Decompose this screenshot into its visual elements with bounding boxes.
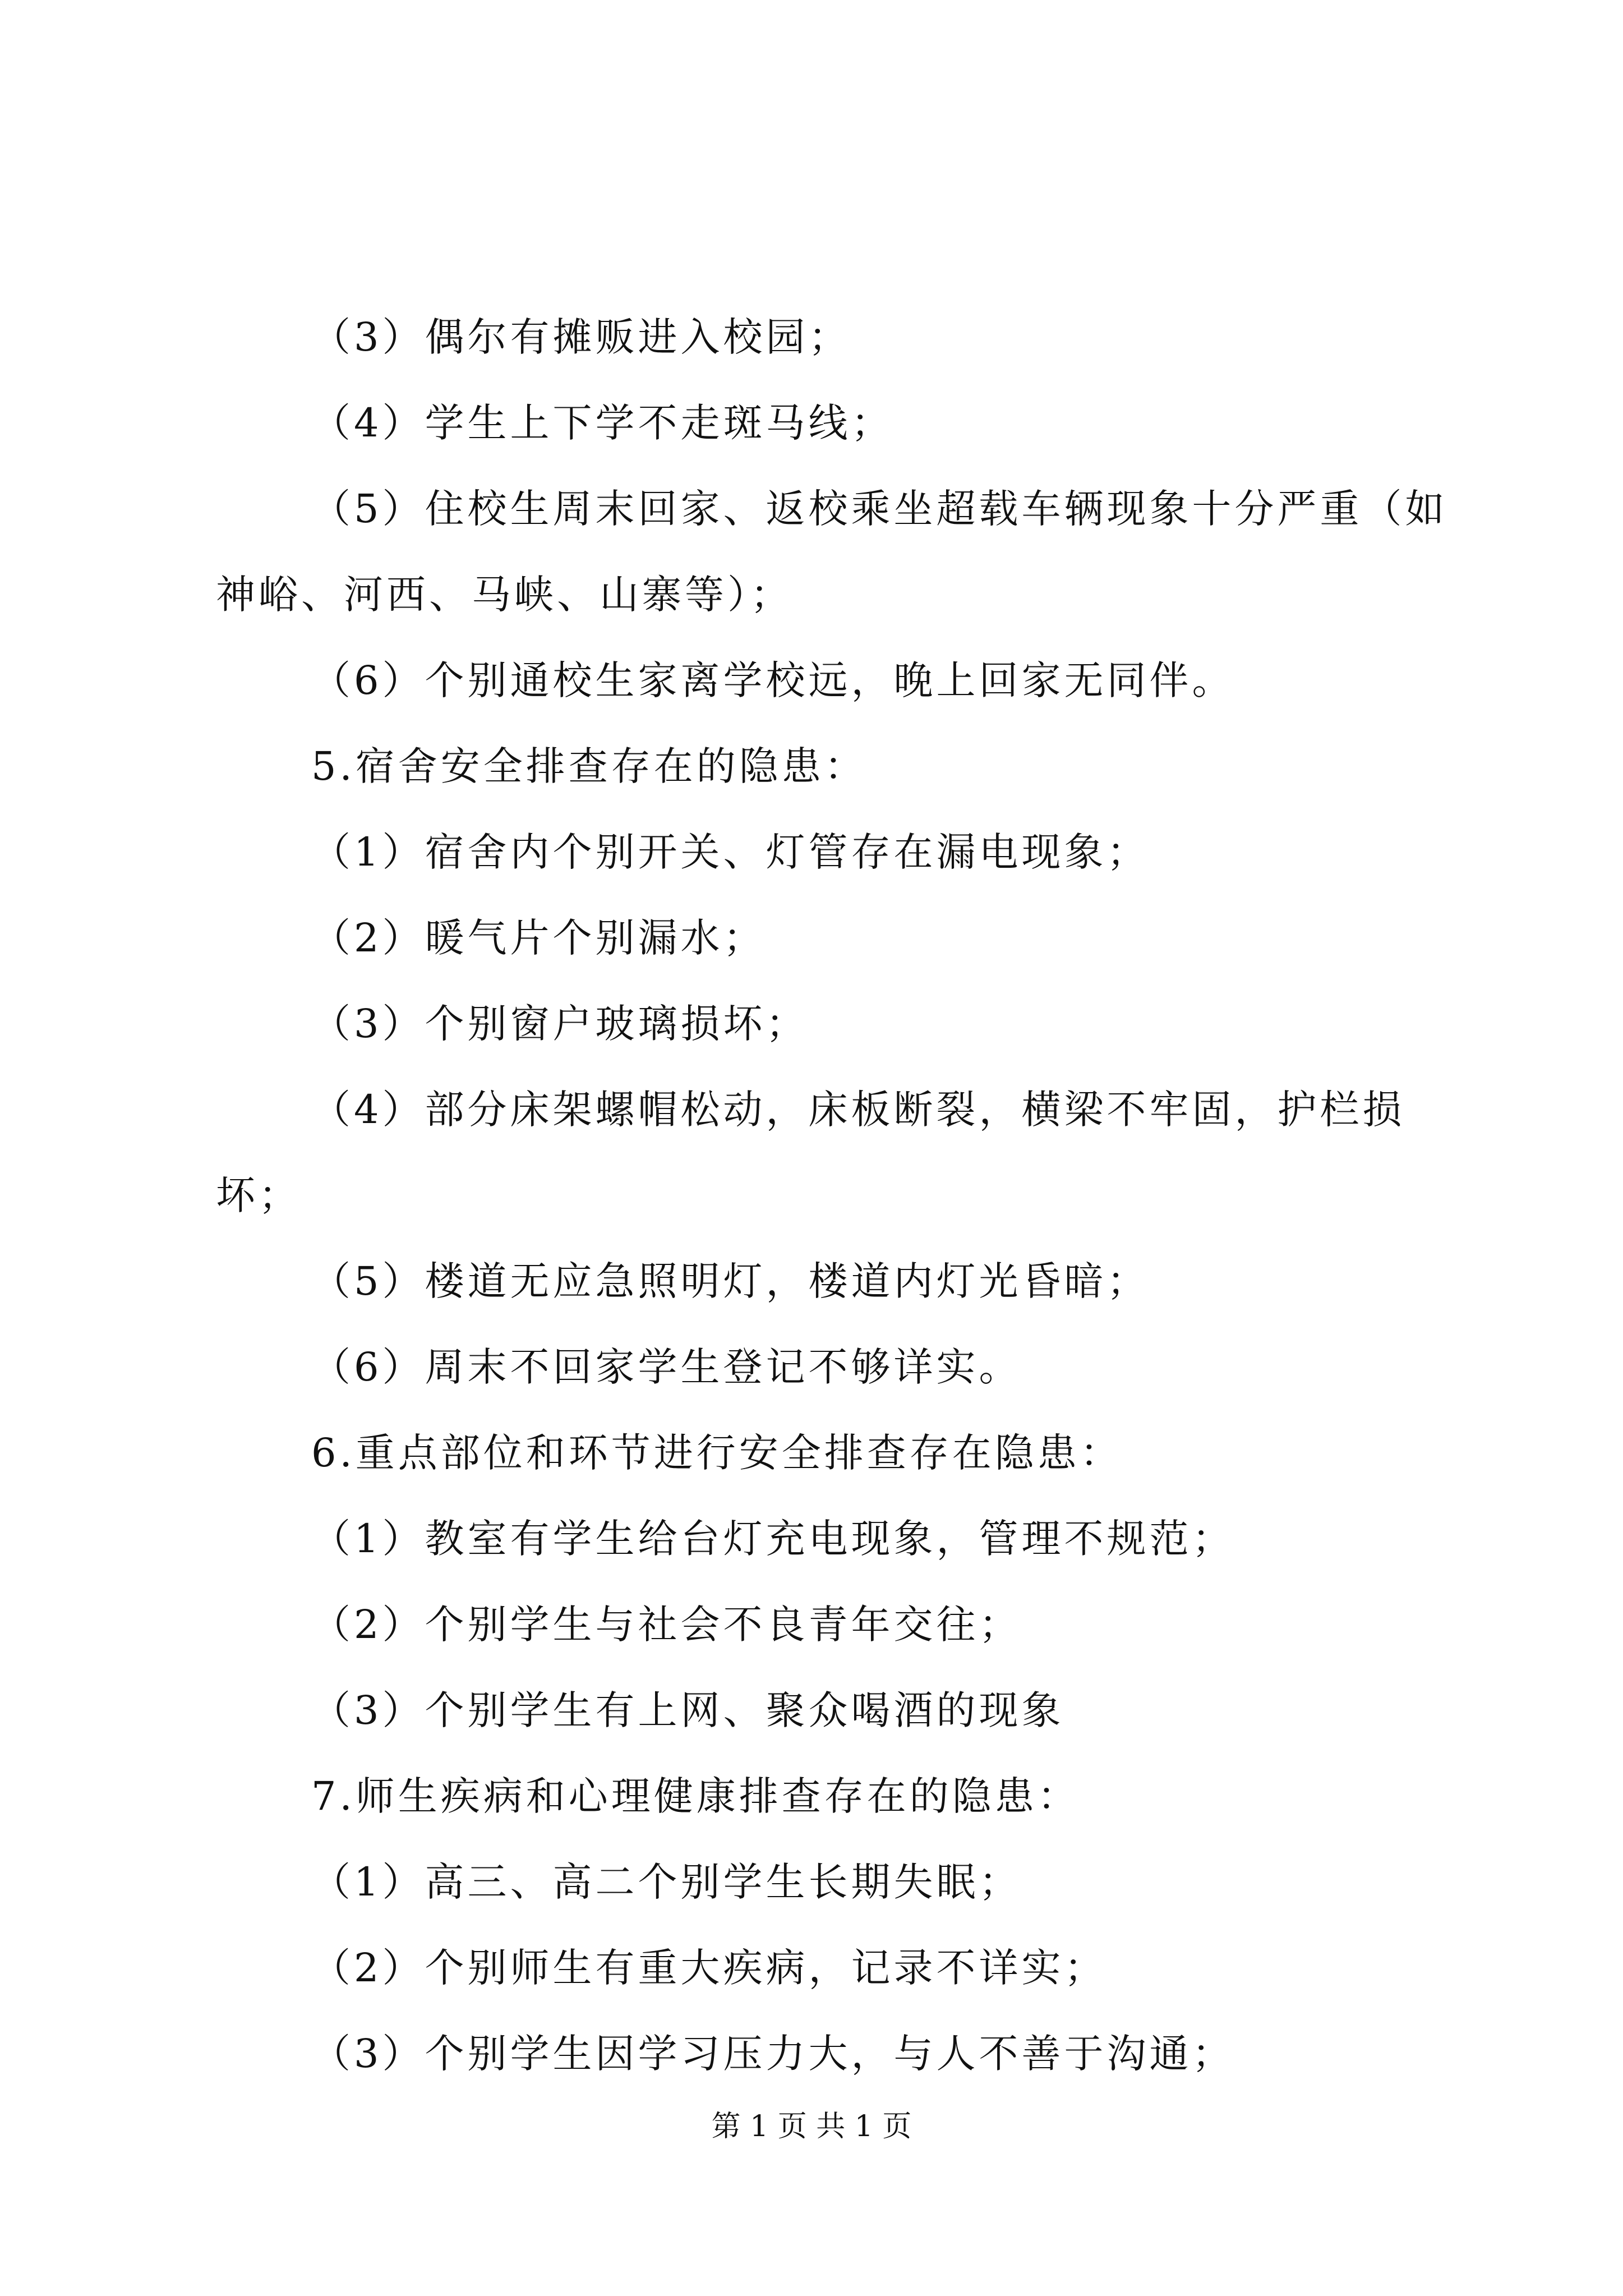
text-line: （2）个别师生有重大疾病，记录不详实； xyxy=(311,1945,1107,1991)
text-line: （3）个别学生有上网、聚众喝酒的现象 xyxy=(311,1687,1064,1733)
text-line: （5）楼道无应急照明灯，楼道内灯光昏暗； xyxy=(311,1258,1150,1304)
text-line: 神峪、河西、马峡、山寨等）； xyxy=(216,572,793,618)
text-line: （4）部分床架螺帽松动，床板断裂，横梁不牢固，护栏损 xyxy=(311,1087,1405,1133)
text-line: （1）宿舍内个别开关、灯管存在漏电现象； xyxy=(311,829,1150,875)
section-heading: 7.师生疾病和心理健康排查存在的隐患： xyxy=(311,1773,1080,1819)
section-heading: 6.重点部位和环节进行安全排查存在隐患： xyxy=(311,1430,1123,1476)
text-line: （5）住校生周末回家、返校乘坐超载车辆现象十分严重（如 xyxy=(311,486,1448,532)
text-line: （4）学生上下学不走斑马线； xyxy=(311,400,894,446)
text-line: 坏； xyxy=(216,1172,301,1218)
text-line: （3）个别学生因学习压力大，与人不善于沟通； xyxy=(311,2031,1235,2077)
page-footer: 第 1 页 共 1 页 xyxy=(711,2110,912,2143)
text-line: （3）个别窗户玻璃损坏； xyxy=(311,1001,809,1047)
text-line: （6）周末不回家学生登记不够详实。 xyxy=(311,1344,1022,1390)
text-line: （1）高三、高二个别学生长期失眠； xyxy=(311,1859,1022,1905)
text-line: （6）个别通校生家离学校远，晚上回家无同伴。 xyxy=(311,657,1235,703)
text-line: （2）个别学生与社会不良青年交往； xyxy=(311,1602,1022,1648)
text-line: （2）暖气片个别漏水； xyxy=(311,915,766,961)
text-line: （3）偶尔有摊贩进入校园； xyxy=(311,314,851,360)
section-heading: 5.宿舍安全排查存在的隐患： xyxy=(311,743,867,789)
text-line: （1）教室有学生给台灯充电现象，管理不规范； xyxy=(311,1516,1235,1562)
